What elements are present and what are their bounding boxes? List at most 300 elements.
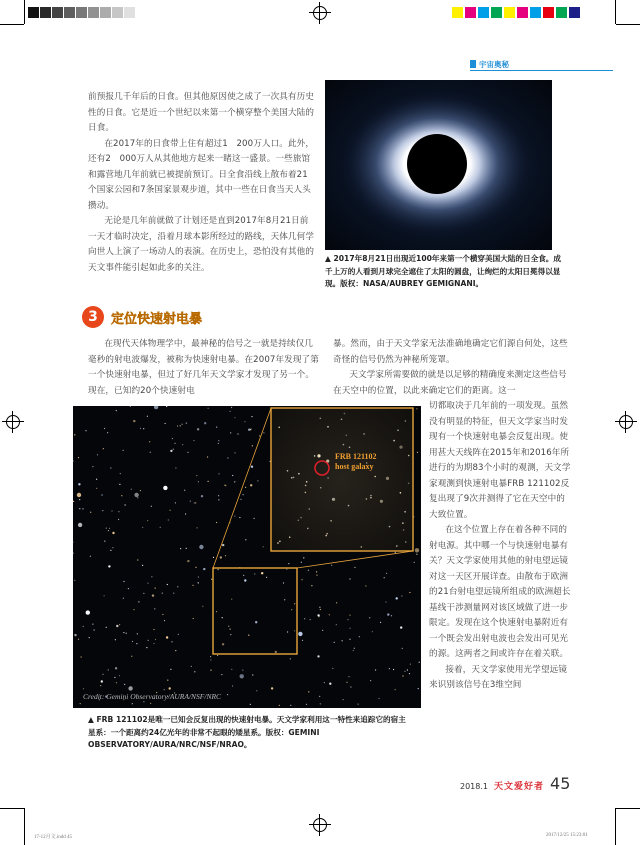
star [287,470,289,472]
star [178,634,179,635]
star [125,504,126,505]
star [320,703,321,704]
star [334,642,335,643]
star [165,423,166,424]
star [216,522,217,523]
frb-caption [88,714,410,752]
star [101,680,103,682]
star [203,568,205,570]
star [283,582,284,583]
star [194,502,195,503]
page-footer [460,774,570,793]
star [366,498,368,500]
star [192,585,193,586]
star [217,655,218,656]
star [190,501,191,502]
star [327,477,329,479]
star [78,457,79,458]
star [399,446,402,449]
star [365,585,366,586]
star [384,577,385,578]
star [180,425,181,426]
star [298,520,300,522]
star [405,541,407,543]
star [419,662,420,663]
star [74,634,76,636]
star [163,486,167,490]
star [170,510,171,511]
star [346,435,348,437]
file-info: 17-12月文.indd 45 [34,835,73,840]
star [417,452,418,453]
star [118,511,119,512]
star [418,688,419,689]
section-tag-label: 宇宙奥秘 [479,59,509,69]
star [173,593,174,594]
paragraph: 接着，天文学家使用光学望远镜来识别该信号在3维空间 [429,664,568,690]
star [332,668,333,669]
star [81,656,82,657]
star [336,624,337,625]
gray-swatch [76,7,87,18]
star [263,546,264,547]
star [166,636,168,638]
star [186,423,187,424]
star [405,420,407,422]
star [222,617,223,618]
star [121,495,122,496]
section-number-badge [82,306,104,328]
star [182,444,183,445]
star [218,443,219,444]
star [187,452,188,453]
star [287,631,288,632]
frb-starfield-image [73,406,421,708]
star [230,432,231,433]
star [305,492,307,494]
crop-mark [616,24,640,25]
star [314,455,316,457]
star [409,592,410,593]
star [271,687,273,689]
star [319,607,320,608]
color-swatch [452,7,463,18]
star [115,667,117,669]
section-heading [82,306,202,328]
eclipse-photo [325,80,552,250]
star [324,682,325,683]
crop-mark [0,808,24,809]
frb-label-line2: host galaxy [335,462,374,471]
star [361,546,363,548]
star [79,508,80,509]
star [133,609,134,610]
star [197,428,199,430]
star [118,519,119,520]
star [231,599,232,600]
star [119,624,120,625]
star [96,488,97,489]
color-swatch [569,7,580,18]
star [255,621,257,623]
star [220,556,222,558]
star [240,499,241,500]
star [329,614,330,615]
star [210,659,211,660]
star [218,473,219,474]
star [133,420,135,422]
star [108,530,109,531]
star [242,670,243,671]
paragraph: 在2017年的日食带上住有超过1 200万人口。此外，还有2 000万人从其他地方起来一睹这一盛景。一些旅馆和露营地几年前就已被提前预订。日全食沿线上散布着21个国家公园和7条国家景观步道，其中一些在日食当天人头攒动。 [88,138,315,211]
star [389,526,391,528]
star [119,675,120,676]
star [116,625,118,627]
star [175,467,176,468]
star [128,588,129,589]
eclipse-caption [325,253,561,291]
registration-mark-right [615,411,637,433]
star [195,502,196,503]
star [218,440,219,441]
star [227,694,228,695]
star [123,598,124,599]
star [216,611,217,612]
star [142,527,143,528]
star [175,650,176,651]
star [112,532,114,534]
star [115,639,116,640]
star [137,633,138,634]
star [245,487,246,488]
star [104,541,105,542]
star [316,571,317,572]
star [100,685,101,686]
star [170,669,171,670]
header-rule [470,70,613,71]
star [85,430,86,431]
star [298,473,300,475]
caption-text: ▲ 2017年8月21日出现近100年来第一个横穿美国大陆的日全食。成千上万的人看到月球完全遮住了太阳的圆盘，让绚烂的太阳日冕得以显现。版权：NASA/AUBREY GEMIGNANI。 [325,254,561,288]
star [74,434,75,435]
star [108,565,110,567]
star [317,614,319,616]
star [379,698,380,699]
star [341,419,343,421]
star [349,639,350,640]
star [391,615,392,616]
star [244,421,245,422]
section3-intro-left [88,337,320,399]
star [239,517,240,518]
star [363,433,365,435]
star [302,640,303,641]
star [404,511,406,513]
star [342,640,343,641]
star [171,641,172,642]
star [185,513,186,514]
star [128,686,132,690]
star [234,481,235,482]
star [400,626,402,628]
star [251,466,253,468]
star [151,506,152,507]
gray-swatch-bar [28,0,228,20]
star [152,594,154,596]
star [232,475,233,476]
star [153,629,154,630]
star [308,570,309,571]
star [336,602,337,603]
star [289,536,291,538]
star [393,669,394,670]
star [349,615,350,616]
star [108,669,109,670]
star [298,632,302,636]
star [387,613,389,615]
star [102,510,103,511]
star [396,545,398,547]
star [150,703,151,704]
star [329,683,331,685]
star [348,505,350,507]
star [146,647,147,648]
star [218,495,219,496]
star [222,544,224,546]
star [354,648,355,649]
star [311,585,312,586]
star [332,498,334,500]
crop-mark [616,808,640,809]
star [151,576,152,577]
crop-mark [615,808,616,845]
star [250,704,251,705]
star [184,490,185,491]
star [153,643,154,644]
paragraph: 切都取决于几年前的一项发现。虽然没有明显的特征，但天文学家当时发现有一个快速射电暴会反复出现。使用甚大天线阵在2015年和2016年所进行的为期83个小时的观测，天文学家观测到快速射电暴FRB 121102反复出现了9次并测得了它在天空中的大致位置。 [429,401,571,520]
star [124,684,125,685]
star [182,424,183,425]
star [90,556,91,557]
star [224,485,225,486]
star [102,674,103,675]
star [402,675,403,676]
star [252,674,253,675]
star [353,650,354,651]
star [143,428,144,429]
star [266,577,267,578]
star [331,565,332,566]
star [114,677,115,678]
star [147,520,148,521]
section-tag-marker [470,60,476,68]
star [86,610,90,614]
star [210,656,211,657]
star [92,466,93,467]
star [170,450,172,452]
gray-swatch [28,7,39,18]
color-swatch-bar [452,0,617,20]
star [278,427,280,429]
star [202,606,203,607]
color-swatch [517,7,528,18]
star [256,690,257,691]
star [187,560,189,562]
star [148,640,149,641]
star [243,494,244,495]
star [234,452,235,453]
star [385,601,386,602]
star [193,618,194,619]
star [216,427,217,428]
star [344,413,346,415]
gray-swatch [40,7,51,18]
star [243,575,244,576]
star [402,522,404,524]
star [349,628,350,629]
star [237,433,238,434]
star [401,595,402,596]
star [279,541,281,543]
star [402,648,403,649]
star [326,533,328,535]
star [231,669,232,670]
star [123,450,124,451]
star [74,580,75,581]
color-swatch [478,7,489,18]
star [198,576,199,577]
star [191,666,192,667]
star [143,593,144,594]
star [322,630,323,631]
star [416,408,417,409]
star [83,688,84,689]
star [290,658,291,659]
paragraph: 暴。然而，由于天文学家无法准确地确定它们源自何处，这些奇怪的信号仍然为神秘所笼罩。 [333,339,568,365]
star [104,428,105,429]
star [290,705,291,706]
star [225,555,226,556]
magazine-name: 天文爱好者 [494,782,545,792]
star [408,483,410,485]
star [350,686,351,687]
star [395,552,396,553]
star [137,559,138,560]
star [277,542,279,544]
image-credit: Credit: Gemini Observatory/AURA/NSF/NRC [83,692,222,701]
star [154,608,155,609]
star [208,408,209,409]
star [119,484,120,485]
gray-swatch [52,7,63,18]
star [204,422,206,424]
star [369,617,370,618]
paragraph: 无论是几年前就做了计划还是直到2017年8月21日前一天才临时决定，沿着月球本影所经过的路线，天体几何学向世人上演了一场动人的表演。在历史上，恐怕没有其他的天文事件能引起如此多的关注。 [88,216,315,273]
star [198,582,199,583]
star [317,454,320,457]
star [370,497,372,499]
frb-host-label [335,452,377,472]
star [343,444,345,446]
star [263,432,264,433]
star [293,477,295,479]
star [97,454,98,455]
star [386,573,387,574]
star [177,586,178,587]
star [73,501,74,502]
star [403,529,405,531]
star [343,699,344,700]
crop-mark [24,0,25,24]
star [162,593,163,594]
star [175,502,176,503]
star [304,618,305,619]
star [136,643,137,644]
star [167,584,168,585]
star [82,508,83,509]
star [303,557,304,558]
star [393,440,395,442]
left-column-text [88,90,316,276]
star [404,671,405,672]
star [140,428,141,429]
star [372,631,373,632]
star [284,599,285,600]
star [110,467,111,468]
crop-mark [0,24,24,25]
star [101,494,102,495]
star [208,481,209,482]
star [317,655,319,657]
star [319,696,320,697]
star [320,487,322,489]
star [380,500,383,503]
star [301,579,302,580]
star [257,480,258,481]
star [180,548,181,549]
star [259,435,260,436]
star [316,575,317,576]
star [194,671,195,672]
paragraph: 在现代天体物理学中，最神秘的信号之一就是持续仅几毫秒的射电波爆发，被称为快速射电暴。在2007年发现了第一个快速射电暴，但过了好几年天文学家才发现了另一个。现在，已知约20个快速射电 [88,339,319,396]
star [305,485,307,487]
star [375,669,376,670]
section-number: 3 [88,309,98,325]
star [132,703,133,704]
star [300,517,302,519]
star [395,689,396,690]
star [240,674,244,678]
star [294,603,295,604]
registration-mark-left [2,411,24,433]
star [210,670,211,671]
star [83,626,84,627]
star [90,512,91,513]
star [222,643,224,645]
right-column-text [429,399,571,694]
paragraph: 天文学家所需要做的就是以足够的精确度来测定这些信号在天空中的位置，以此来确定它们的距离。这一 [333,370,567,396]
eclipse-graphic [325,80,552,250]
star [211,579,212,580]
star [134,493,138,497]
star [199,545,203,549]
star [231,407,232,408]
star [310,619,311,620]
star [250,484,252,486]
star [110,550,111,551]
star [348,676,349,677]
star [397,430,399,432]
